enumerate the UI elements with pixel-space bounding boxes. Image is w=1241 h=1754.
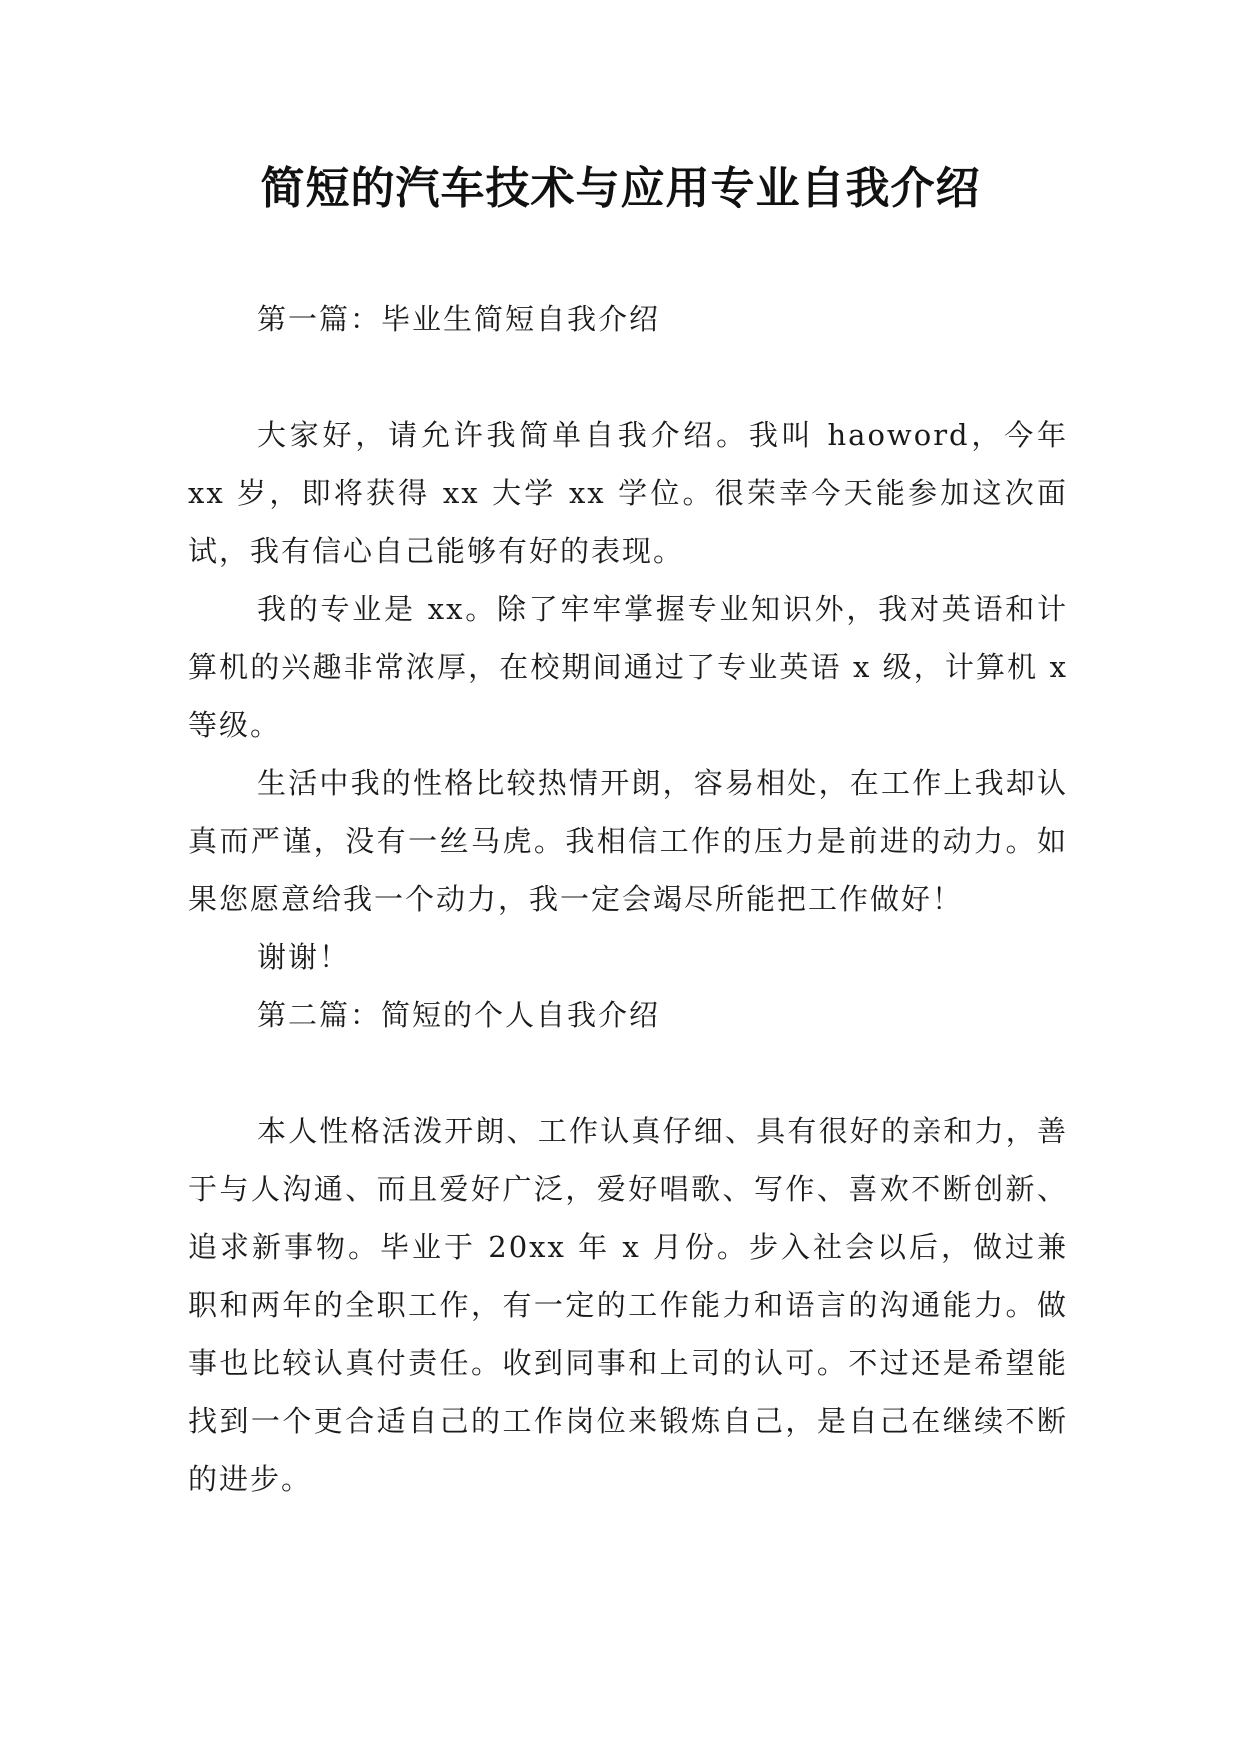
document-title: 简短的汽车技术与应用专业自我介绍 xyxy=(260,163,981,214)
section2-heading: 第二篇：简短的个人自我介绍 xyxy=(257,998,661,1032)
spacer xyxy=(188,1044,1068,1102)
section1-paragraph-2: 我的专业是 xx。除了牢牢掌握专业知识外，我对英语和计算机的兴趣非常浓厚，在校期间通过了专业英语 x 级，计算机 x 等级。 xyxy=(188,592,1068,742)
spacer xyxy=(188,348,1068,406)
section1-paragraph-4: 谢谢！ xyxy=(257,940,351,974)
document-body xyxy=(188,290,1068,1508)
section2-paragraph-1: 本人性格活泼开朗、工作认真仔细、具有很好的亲和力，善于与人沟通、而且爱好广泛，爱好唱歌、写作、喜欢不断创新、追求新事物。毕业于 20xx 年 x 月份。步入社会以后，做过兼职和两年的全职工作，有一定的工作能力和语言的沟通能力。做事也比较认真付责任。收到同事和上司的认可。不过还是希望能找到一个更合适自己的工作岗位来锻炼自己，是自己在继续不断的进步。 xyxy=(188,1114,1068,1496)
section1-paragraph-3: 生活中我的性格比较热情开朗，容易相处，在工作上我却认真而严谨，没有一丝马虎。我相信工作的压力是前进的动力。如果您愿意给我一个动力，我一定会竭尽所能把工作做好！ xyxy=(188,766,1068,916)
section1-heading: 第一篇：毕业生简短自我介绍 xyxy=(257,302,661,336)
section1-paragraph-1: 大家好，请允许我简单自我介绍。我叫 haoword，今年 xx 岁，即将获得 xx 大学 xx 学位。很荣幸今天能参加这次面试，我有信心自己能够有好的表现。 xyxy=(188,418,1068,568)
